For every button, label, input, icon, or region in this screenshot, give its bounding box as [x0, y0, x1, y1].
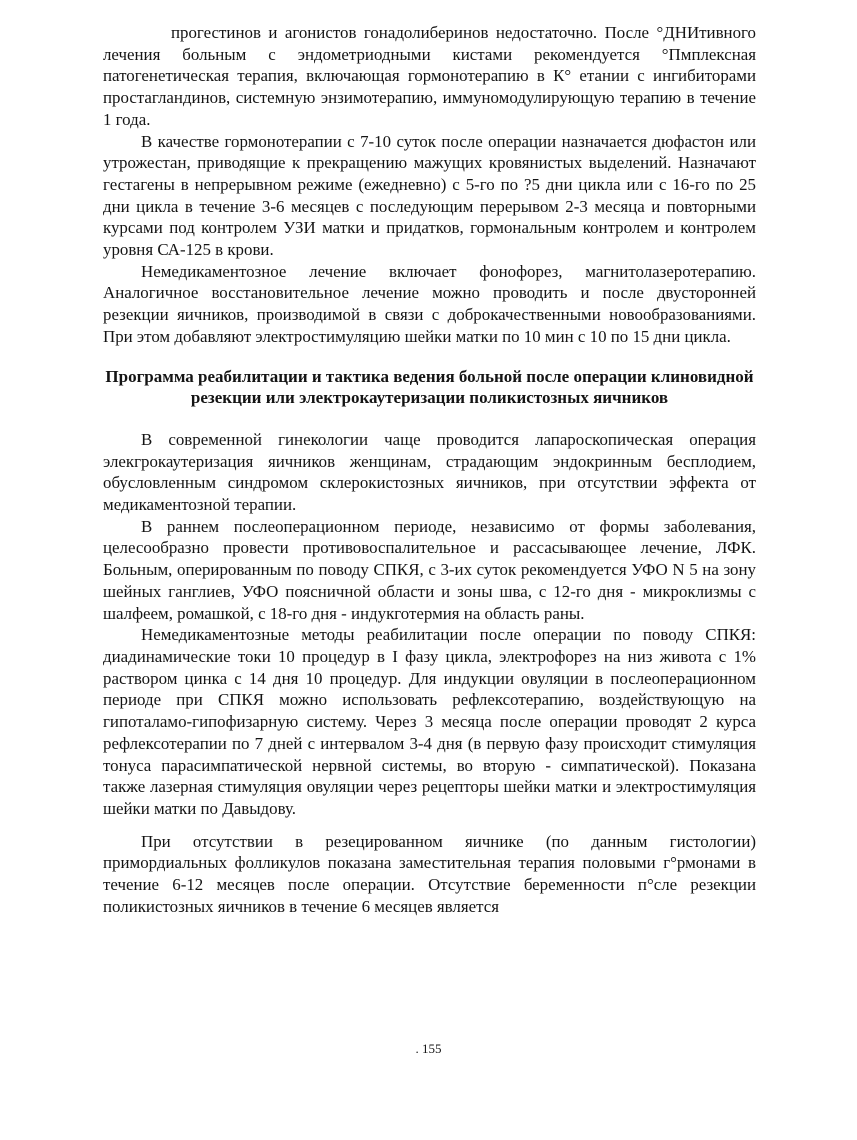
page-number: . 155 [415, 1041, 442, 1056]
paragraph-laparoscopy: В современной гинекологии чаще проводится лапароскопическая операция элекгрокаутеризация яичников женщинам, страдающим эндокринным бесплодием, обусловленным синдромом склерокистозных яичников, при отсутствии эффекта от медикаментозной терапии. [103, 429, 756, 515]
section-heading: Программа реабилитации и тактика ведения больной после операции клиновидной резекции или электрокаутеризации поликистозных яичников [105, 366, 754, 408]
body-text [103, 22, 756, 917]
paragraph-continued: прогестинов и агонистов гонадолиберинов недостаточно. После °ДНИтивного лечения больным с эндометриодными кистами рекомендуется °Пмплексная патогенетическая терапия, включающая гормонотерапию в К° етании с ингибиторами простагландинов, системную энзимотерапию, иммуномодулирующую терапию в течение 1 года. [103, 23, 756, 129]
paragraph-early-postop: В раннем послеоперационном периоде, независимо от формы заболевания, целесообразно провести противовоспалительное и рассасывающее лечение, ЛФК. Больным, оперированным по поводу СПКЯ, с 3-их суток рекомендуется УФО N 5 на зону шейных ганглиев, УФО поясничной области и зоны шва, с 12-го дня - микроклизмы с шалфеем, ромашкой, с 18-го дня - индукготермия на область раны. [103, 516, 756, 623]
paragraph-rehab-methods: Немедикаментозные методы реабилитации после операции по поводу СПКЯ: диадинамические токи 10 процедур в I фазу цикла, электрофорез на низ живота с 1% раствором цинка с 14 дня 10 процедур. Для индукции овуляции в послеоперационном периоде при СПКЯ можно использовать рефлексотерапию, воздействующую на гипоталамо-гипофизарную систему. Через 3 месяца после операции проводят 2 курса рефлексотерапии по 7 дней с интервалом 3-4 дня (в первую фазу происходит стимуляция тонуса парасимпатической нервной системы, во вторую - симпатической). Показана также лазерная стимуляция овуляции через рецепторы шейки матки и электростимуляция шейки матки по Давыдову. [103, 625, 756, 818]
paragraph-non-drug-treatment: Немедикаментозное лечение включает фонофорез, магнитолазеротерапию. Аналогичное восстановительное лечение можно проводить и после двусторонней резекции яичников, производимой в связи с доброкачественными новообразованиями. При этом добавляют электростимуляцию шейки матки по 10 мин с 10 по 15 дни цикла. [103, 261, 756, 346]
paragraph-hormone-therapy: В качестве гормонотерапии с 7-10 суток после операции назначается дюфастон или утрожестан, приводящие к прекращению мажущих кровянистых выделений. Назначают гестагены в непрерывном режиме (ежедневно) с 5-го по ?5 дни цикла или с 16-го по 25 дни цикла в течение 3-6 месяцев с последующим перерывом 2-3 месяца и повторными курсами под контролем УЗИ матки и придатков, гормональным контролем и контролем уровня СА-125 в крови. [103, 131, 756, 260]
paragraph-replacement-therapy: При отсутствии в резецированном яичнике (по данным гистологии) примордиальных фолликулов показана заместительная терапия половыми г°рмонами в течение 6-12 месяцев после операции. Отсутствие беременности п°сле резекции поликистозных яичников в течение 6 месяцев является [103, 831, 756, 916]
